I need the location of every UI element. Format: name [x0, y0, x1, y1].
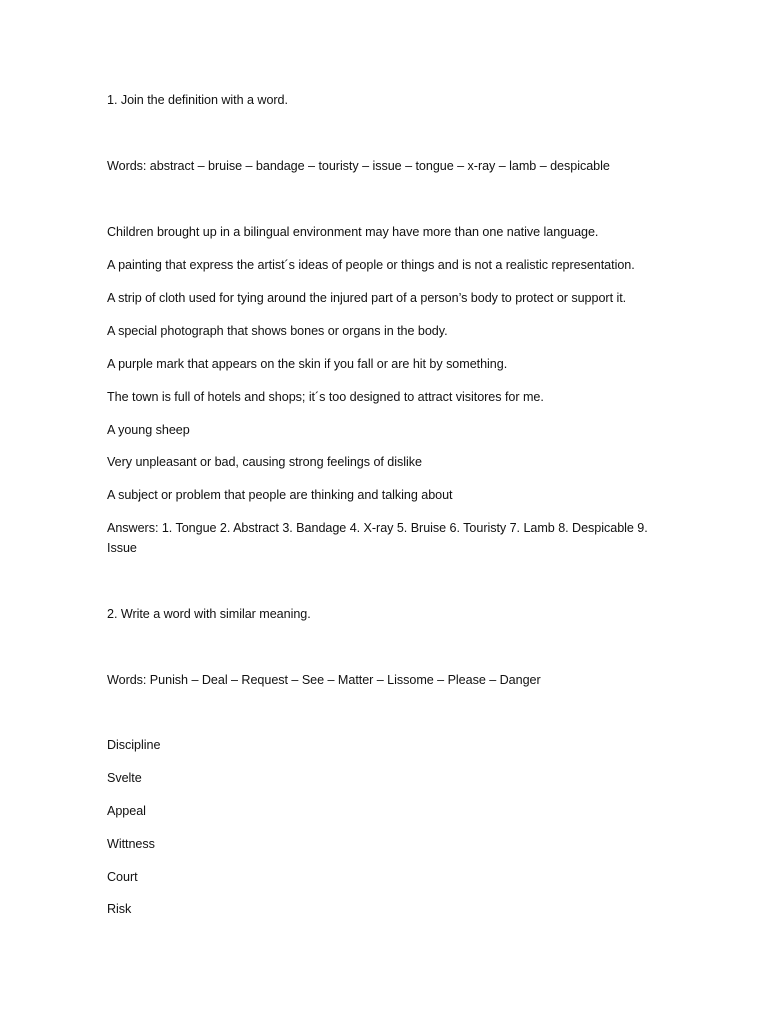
similar-word-item: Discipline: [107, 738, 161, 752]
definition-8: Very unpleasant or bad, causing strong feelings of dislike: [107, 455, 422, 469]
similar-word-item: Appeal: [107, 804, 146, 818]
section1-word-list: Words: abstract – bruise – bandage – touristy – issue – tongue – x-ray – lamb – despicable: [107, 159, 610, 173]
definition-7: A young sheep: [107, 423, 190, 437]
definition-4: A special photograph that shows bones or organs in the body.: [107, 324, 448, 338]
definition-3: A strip of cloth used for tying around the injured part of a person’s body to protect or support it.: [107, 291, 627, 305]
definition-6: The town is full of hotels and shops; it´s too designed to attract visitores for me.: [107, 390, 544, 404]
definition-2: A painting that express the artist´s ideas of people or things and is not a realistic representation.: [107, 258, 635, 272]
similar-word-item: Wittness: [107, 837, 155, 851]
definition-5: A purple mark that appears on the skin if you fall or are hit by something.: [107, 357, 508, 371]
similar-word-item: Svelte: [107, 771, 142, 785]
definition-1: Children brought up in a bilingual environment may have more than one native language.: [107, 225, 599, 239]
section2-heading: 2. Write a word with similar meaning.: [107, 607, 311, 621]
definition-9: A subject or problem that people are thinking and talking about: [107, 488, 453, 502]
section1-heading: 1. Join the definition with a word.: [107, 93, 288, 107]
section2-word-list: Words: Punish – Deal – Request – See – Matter – Lissome – Please – Danger: [107, 673, 541, 687]
section1-answers: Answers: 1. Tongue 2. Abstract 3. Bandage 4. X-ray 5. Bruise 6. Touristy 7. Lamb 8. Despicable 9. Issue: [107, 521, 648, 555]
similar-word-item: Risk: [107, 902, 132, 916]
similar-word-item: Court: [107, 870, 138, 884]
